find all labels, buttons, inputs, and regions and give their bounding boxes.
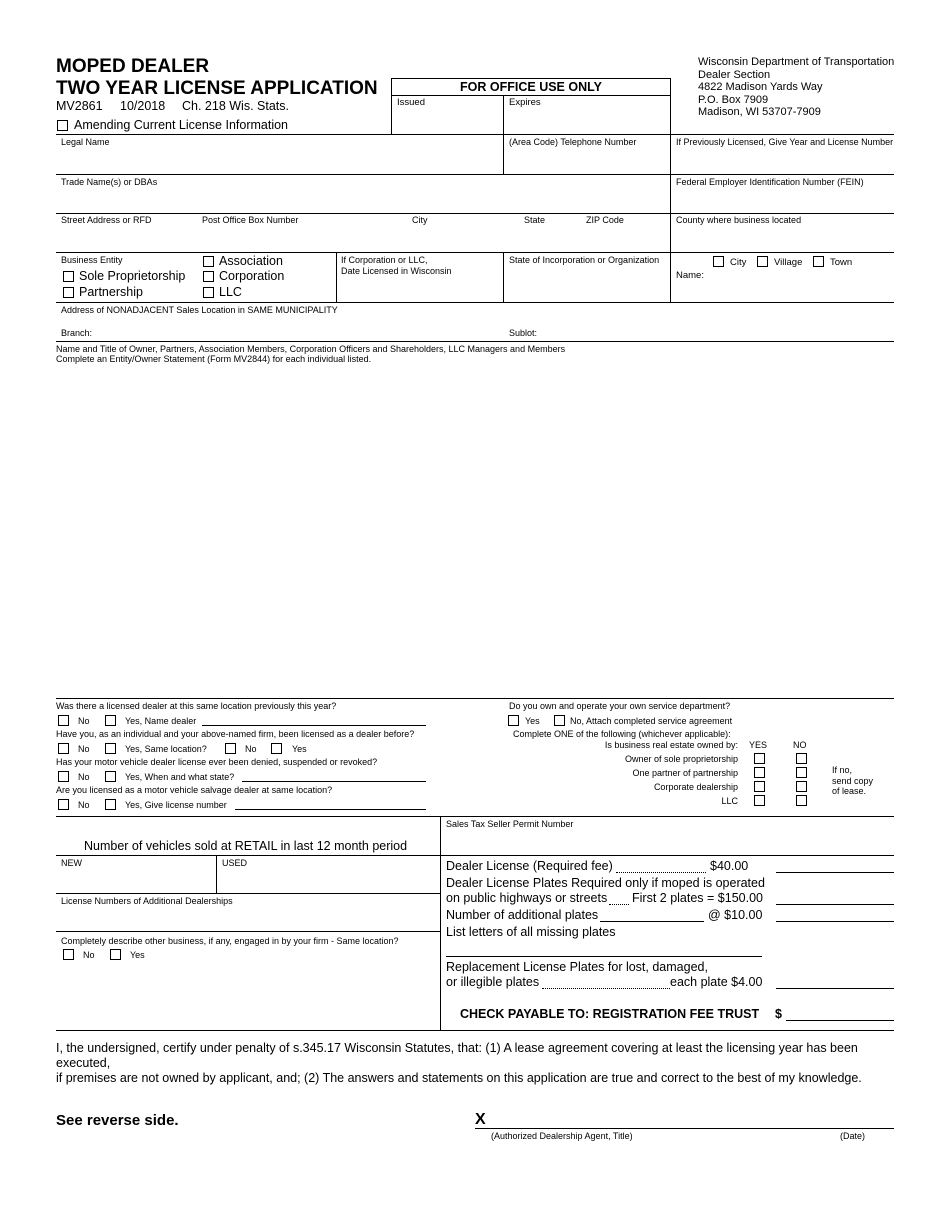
other-no-label: No: [83, 950, 95, 960]
q2-no-label: No: [78, 744, 90, 754]
q2-no2-label: No: [245, 744, 257, 754]
q2-yes2-checkbox[interactable]: [271, 743, 282, 754]
service-no-checkbox[interactable]: [554, 715, 565, 726]
llc-checkbox[interactable]: [203, 287, 214, 298]
used-label: USED: [222, 858, 248, 868]
q3-no-checkbox[interactable]: [58, 771, 69, 782]
re-row3-label: Corporate dealership: [653, 782, 738, 792]
state-label: State: [524, 215, 546, 225]
dealer-license-fee-line[interactable]: [776, 872, 894, 873]
re-row2-no-checkbox[interactable]: [796, 767, 807, 778]
re-row4-no-checkbox[interactable]: [796, 795, 807, 806]
muni-city-checkbox[interactable]: [713, 256, 724, 267]
office-use-title: FOR OFFICE USE ONLY: [460, 80, 602, 94]
q4-text: Are you licensed as a motor vehicle salvage dealer at same location?: [56, 785, 333, 795]
q3-no-label: No: [78, 772, 90, 782]
corporation-label: Corporation: [219, 269, 285, 283]
replacement-fee-line[interactable]: [776, 988, 894, 989]
agency-line5: Madison, WI 53707-7909: [698, 106, 821, 118]
col-yes-label: YES: [749, 740, 768, 750]
q1-no-checkbox[interactable]: [58, 715, 69, 726]
form-title-line2: TWO YEAR LICENSE APPLICATION: [56, 78, 378, 99]
muni-town-label: Town: [830, 257, 853, 268]
if-no-line3: of lease.: [832, 786, 867, 796]
legal-name-label: Legal Name: [61, 137, 110, 147]
q2-no2-checkbox[interactable]: [225, 743, 236, 754]
form-number: MV2861: [56, 99, 103, 113]
other-yes-checkbox[interactable]: [110, 949, 121, 960]
q3-state-line[interactable]: [242, 781, 426, 782]
new-label: NEW: [61, 858, 82, 868]
q3-yes-label: Yes, When and what state?: [125, 772, 235, 782]
q3-text: Has your motor vehicle dealer license ever been denied, suspended or revoked?: [56, 757, 378, 767]
association-label: Association: [219, 254, 283, 268]
additional-plates-label: Number of additional plates: [446, 908, 599, 922]
additional-plates-count-line[interactable]: [600, 921, 704, 922]
q2-yes-same-label: Yes, Same location?: [125, 744, 207, 754]
q2-yes-same-checkbox[interactable]: [105, 743, 116, 754]
county-label: County where business located: [676, 215, 802, 225]
signature-line[interactable]: [475, 1128, 894, 1129]
dealer-license-amount: $40.00: [710, 859, 749, 873]
total-dollar-sign: $: [775, 1007, 782, 1021]
q4-no-label: No: [78, 800, 90, 810]
service-yes-checkbox[interactable]: [508, 715, 519, 726]
agent-label: (Authorized Dealership Agent, Title): [491, 1131, 633, 1141]
replacement-line2: or illegible plates: [446, 975, 540, 989]
corp-llc-line2: Date Licensed in Wisconsin: [341, 266, 452, 276]
q1-no-label: No: [78, 716, 90, 726]
re-row2-yes-checkbox[interactable]: [754, 767, 765, 778]
q2-yes2-label: Yes: [292, 744, 307, 754]
state-incorp-label: State of Incorporation or Organization: [509, 255, 660, 265]
q1-dealer-name-line[interactable]: [202, 725, 426, 726]
sublot-label: Sublot:: [509, 328, 538, 338]
muni-city-label: City: [730, 257, 747, 268]
q3-yes-checkbox[interactable]: [105, 771, 116, 782]
replacement-line1: Replacement License Plates for lost, damaged,: [446, 960, 708, 974]
service-no-label: No, Attach completed service agreement: [570, 716, 733, 726]
certification-line2: if premises are not owned by applicant, and; (2) The answers and statements on this application are true and correct to the best of my knowledge.: [56, 1071, 862, 1085]
dealer-license-label: Dealer License (Required fee): [446, 859, 613, 873]
corp-llc-label: [341, 255, 452, 277]
plates-first-two: First 2 plates = $150.00: [632, 891, 763, 905]
muni-name-label: Name:: [676, 270, 704, 281]
expires-label: Expires: [509, 97, 541, 108]
other-no-checkbox[interactable]: [63, 949, 74, 960]
re-row1-yes-checkbox[interactable]: [754, 753, 765, 764]
q1-yes-checkbox[interactable]: [105, 715, 116, 726]
amending-label: Amending Current License Information: [74, 118, 289, 132]
agency-line2: Dealer Section: [698, 68, 771, 81]
replacement-rate: each plate $4.00: [670, 975, 763, 989]
telephone-label: (Area Code) Telephone Number: [509, 137, 637, 147]
other-yes-label: Yes: [130, 950, 145, 960]
plates-line2: on public highways or streets: [446, 891, 608, 905]
muni-village-label: Village: [774, 257, 803, 268]
corp-llc-line1: If Corporation or LLC,: [341, 255, 428, 265]
agency-line3: 4822 Madison Yards Way: [698, 81, 823, 93]
plates-fee-line[interactable]: [776, 904, 894, 905]
service-question: Do you own and operate your own service department?: [509, 701, 731, 711]
fein-label: Federal Employer Identification Number (FEIN): [676, 177, 864, 187]
if-no-line2: send copy: [832, 775, 874, 786]
additional-plates-rate: @ $10.00: [708, 908, 763, 922]
agency-line4: P.O. Box 7909: [698, 93, 769, 106]
po-box-label: Post Office Box Number: [202, 215, 299, 225]
vehicles-sold-label: Number of vehicles sold at RETAIL in last 12 month period: [84, 839, 408, 853]
sole-prop-label: Sole Proprietorship: [79, 269, 186, 283]
corporation-checkbox[interactable]: [203, 271, 214, 282]
date-label: (Date): [840, 1131, 866, 1141]
q4-no-checkbox[interactable]: [58, 799, 69, 810]
business-entity-label: Business Entity: [61, 255, 123, 265]
sole-prop-checkbox[interactable]: [63, 271, 74, 282]
owners-line2: Complete an Entity/Owner Statement (Form MV2844) for each individual listed.: [56, 354, 372, 364]
issued-label: Issued: [397, 97, 425, 108]
col-no-label: NO: [793, 740, 807, 750]
plates-line1: Dealer License Plates Required only if moped is operated: [446, 876, 765, 890]
certification-text: [56, 1041, 896, 1086]
re-row4-yes-checkbox[interactable]: [754, 795, 765, 806]
see-reverse-label: See reverse side.: [56, 1112, 179, 1129]
city-label: City: [412, 215, 428, 225]
muni-village-checkbox[interactable]: [757, 256, 768, 267]
re-row2-label: One partner of partnership: [632, 768, 738, 778]
signature-x-mark: X: [475, 1111, 486, 1128]
real-estate-label: Is business real estate owned by:: [604, 740, 738, 750]
if-no-note: [832, 765, 873, 797]
trade-name-label: Trade Name(s) or DBAs: [61, 177, 158, 187]
partnership-checkbox[interactable]: [63, 287, 74, 298]
re-row4-label: LLC: [721, 796, 738, 806]
prev-licensed-label: If Previously Licensed, Give Year and License Number: [676, 137, 894, 147]
q4-license-line[interactable]: [235, 809, 426, 810]
owners-instructions: [56, 344, 565, 364]
owners-line1: Name and Title of Owner, Partners, Association Members, Corporation Officers and Shareholders, LLC Managers and Members: [56, 344, 566, 354]
re-row1-label: Owner of sole proprietorship: [624, 754, 738, 764]
branch-label: Branch:: [61, 328, 93, 338]
zip-label: ZIP Code: [586, 215, 624, 225]
check-payable-label: CHECK PAYABLE TO: REGISTRATION FEE TRUST: [460, 1007, 760, 1021]
q1-text: Was there a licensed dealer at this same location previously this year?: [56, 701, 337, 711]
statute: Ch. 218 Wis. Stats.: [182, 99, 289, 113]
muni-town-checkbox[interactable]: [813, 256, 824, 267]
complete-one-label: Complete ONE of the following (whichever applicable):: [513, 729, 731, 739]
re-row3-yes-checkbox[interactable]: [754, 781, 765, 792]
service-yes-label: Yes: [525, 716, 540, 726]
additional-dealerships-label: License Numbers of Additional Dealerships: [61, 896, 233, 906]
q4-yes-label: Yes, Give license number: [125, 800, 227, 810]
form-date: 10/2018: [120, 99, 166, 113]
total-fee-line[interactable]: [786, 1020, 894, 1021]
missing-plates-line[interactable]: [446, 956, 762, 957]
missing-plates-label: List letters of all missing plates: [446, 925, 616, 939]
re-row3-no-checkbox[interactable]: [796, 781, 807, 792]
llc-label: LLC: [219, 285, 242, 299]
q2-no-checkbox[interactable]: [58, 743, 69, 754]
agency-line1: Wisconsin Department of Transportation: [698, 56, 895, 68]
certification-line1: I, the undersigned, certify under penalty of s.345.17 Wisconsin Statutes, that: (1) A lease agreement covering at least the licensing year has been executed,: [56, 1041, 858, 1070]
q4-yes-checkbox[interactable]: [105, 799, 116, 810]
additional-plates-fee-line[interactable]: [776, 921, 894, 922]
sales-tax-label: Sales Tax Seller Permit Number: [446, 819, 574, 829]
agency-address: [698, 56, 894, 119]
association-checkbox[interactable]: [203, 256, 214, 267]
q1-yes-label: Yes, Name dealer: [125, 716, 197, 726]
nonadjacent-label: Address of NONADJACENT Sales Location in SAME MUNICIPALITY: [61, 305, 338, 315]
if-no-line1: If no,: [832, 765, 853, 775]
street-label: Street Address or RFD: [61, 215, 152, 225]
form-title-line1: MOPED DEALER: [56, 56, 210, 77]
partnership-label: Partnership: [79, 285, 143, 299]
amending-checkbox[interactable]: [57, 120, 68, 131]
q2-text: Have you, as an individual and your above-named firm, been licensed as a dealer before?: [56, 729, 415, 739]
other-business-label: Completely describe other business, if any, engaged in by your firm - Same location?: [61, 936, 399, 946]
re-row1-no-checkbox[interactable]: [796, 753, 807, 764]
